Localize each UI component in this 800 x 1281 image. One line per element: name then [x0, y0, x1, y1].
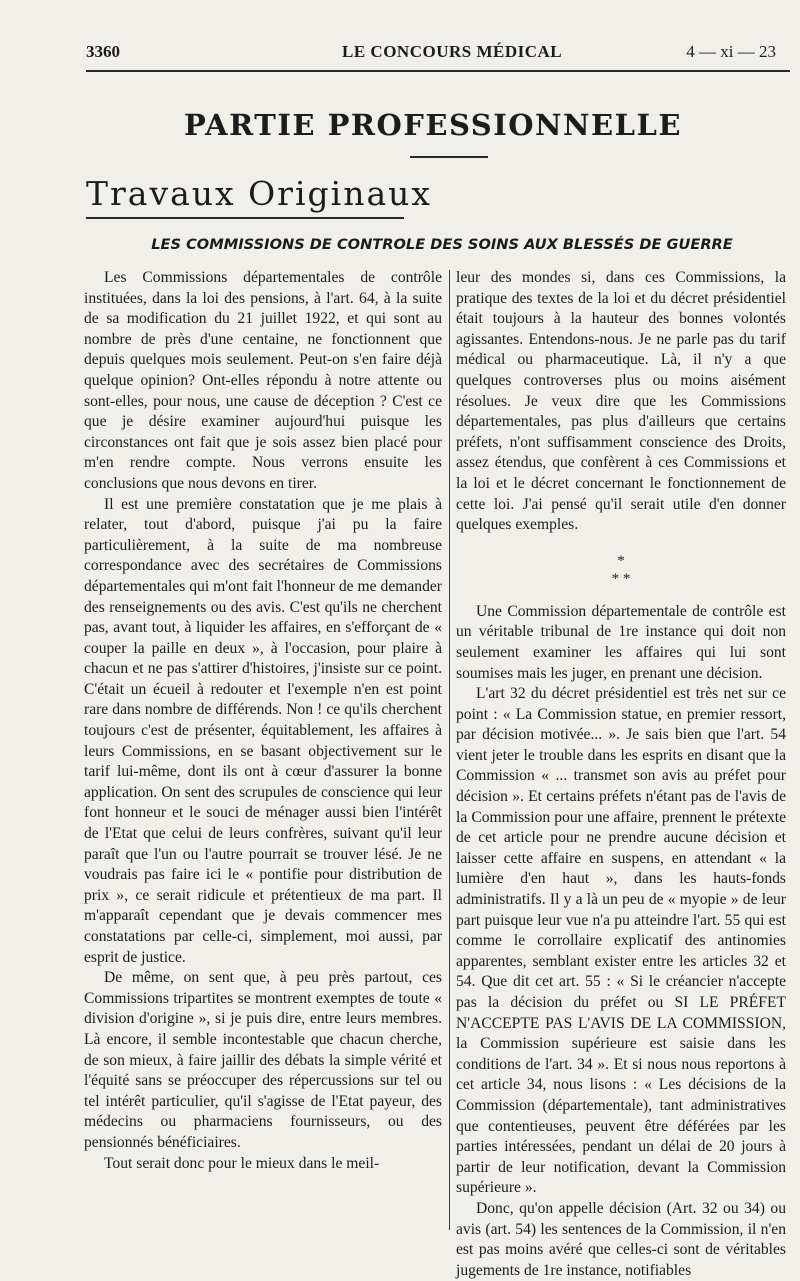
section-title: Travaux Originaux	[86, 174, 432, 213]
paragraph: Donc, qu'on appelle décision (Art. 32 ou 34) ou avis (art. 54) les sentences de la Commission, il n'en est pas moins avéré que celles-ci sont de véritables jugements de 1re instance, notifiables	[456, 1199, 786, 1279]
issue-date: 4 — xi — 23	[686, 42, 776, 61]
part-title-rule	[410, 156, 488, 158]
running-head	[86, 42, 780, 66]
right-column	[456, 268, 786, 1281]
section-title-rule	[86, 217, 404, 219]
column-separator	[449, 270, 450, 1230]
paragraph: Les Commissions départementales de contrôle instituées, dans la loi des pensions, à l'art. 64, à la suite de sa modification du 21 juillet 1922, et qui sont au nombre de près d'une centaine, ne fonctionnent que depuis quelques mois seulement. Peut-on s'en faire déjà quelque opinion? Ont-elles répondu à notre attente ou sont-elles, pour nous, une cause de déception ? C'est ce que je désire examiner aujourd'hui puisque les circonstances ont fait que je sois assez bien placé pour m'en rendre compte. Nous verrons ensuite les conclusions que nous devons en tirer.	[84, 269, 442, 492]
paragraph: Tout serait donc pour le mieux dans le meil-	[104, 1154, 380, 1172]
header-rule	[86, 70, 790, 72]
paragraph: De même, on sent que, à peu près partout, ces Commissions tripartites se montrent exemptes de toute « division d'origine », si je puis dire, entre leurs membres. Là encore, il semble incontestable que chacun cherche, de son mieux, à faire jaillir des débats la simple vérité et l'équité sans se préoccuper des répercussions sur tel ou tel intérêt particulier, qu'il s'agisse de l'Etat payeur, des médecins ou pharmaciens fournisseurs, ou des pensionnés bénéficiaires.	[84, 969, 442, 1151]
paragraph: Il est une première constatation que je me plais à relater, tout d'abord, puisque j'ai pu la faire particulièrement, à la suite de ma nombreuse correspondance avec des secrétaires de Commissions départementales qui m'ont fait l'honneur de me demander des renseignements ou des avis. C'est qu'ils ne cherchent pas, avant tout, à liquider les affaires, en s'efforçant de « couper la paille en deux », à l'occasion, pour plaire à chacun et ne pas s'attirer d'histoires, j'insiste sur ce point. C'était un écueil à redouter et l'exemple n'en est point rare dans nombre de différends. Non ! ce qu'ils cherchent toujours c'est de présenter, équitablement, les affaires à leurs Commissions, en se basant objectivement sur le tarif lui-même, dont ils ont à cœur d'assurer la bonne application. On sent des scrupules de conscience qui leur font honneur et le souci de ménager aussi bien l'intérêt de l'Etat que celui de leurs confrères, suivant qu'il leur paraît que l'un ou l'autre pourrait se trouver lésé. Je ne voudrais pas faire ici le « pontifie pour distribution de prix », ce serait ridicule et prétentieux de ma part. Il m'apparaît cependant que je devais commencer mes constatations par celle-ci, simplement, moi aussi, par esprit de justice.	[84, 495, 442, 966]
paragraph: L'art 32 du décret présidentiel est très net sur ce point : « La Commission statue, en premier ressort, par décision motivée... ». Je sais bien que l'art. 54 vient jeter le trouble dans les esprits en disant que la Commission « ... transmet son avis au préfet pour décision ». Et certains préfets n'étant pas de l'avis de la Commission pour une affaire, prennent le prétexte de cet article pour ne prendre aucune décision et laisser cette affaire en suspens, en attendant « la lumière d'en haut », dans les hauts-fonds administratifs. Il y a là un peu de « myopie » de leur part puisque leur vue n'a pu atteindre l'art. 55 qui est comme le corrollaire explicatif des antinomies apparentes, semblant exister entre les articles 32 et 54. Que dit cet art. 55 : « Si le créancier n'accepte pas la décision du préfet ou SI LE PRÉFET N'ACCEPTE PAS L'AVIS DE LA COMMISSION, la Commission supérieure est saisie dans les conditions de l'art. 34 ». Et si nous nous reportons à cet article 34, nous lisons : « Les décisions de la Commission (départementale), tant administratives que contentieuses, peuvent être déférées par les parties intéressées, pendant un délai de 20 jours à partir de leur notification, devant la Commission supérieure ».	[456, 685, 786, 1197]
paragraph-continued: leur des mondes si, dans ces Commissions, la pratique des textes de la loi et du décret présidentiel était toujours à la hauteur des bonnes volontés agissantes. Entendons-nous. Je ne parle pas du tarif médical ou pharmaceutique. Là, il n'y a que quelques controverses plus ou moins aisément résolues. Je veux dire que les Commissions départementales, pas plus d'ailleurs que certains préfets, n'ont suffisamment conscience des Droits, assez étendus, que confèrent à ces Commissions et la loi et le décret concernant le fonctionnement de cette loi. J'ai pensé qu'il serait utile d'en donner quelques exemples.	[456, 269, 786, 534]
left-column	[84, 268, 442, 1174]
article-title: LES COMMISSIONS DE CONTROLE DES SOINS AUX BLESSÉS DE GUERRE	[151, 236, 733, 253]
journal-title: LE CONCOURS MÉDICAL	[342, 42, 563, 61]
paragraph: Une Commission départementale de contrôle est un véritable tribunal de 1re instance qui doit non seulement examiner les affaires qui lui sont soumises mais les juger, en prenant une décision.	[456, 602, 786, 682]
asterism-bottom: * *	[611, 570, 631, 587]
asterism-top: *	[617, 552, 625, 569]
asterism-separator	[456, 552, 786, 588]
part-title: PARTIE PROFESSIONNELLE	[183, 108, 683, 142]
page-number: 3360	[86, 42, 120, 61]
